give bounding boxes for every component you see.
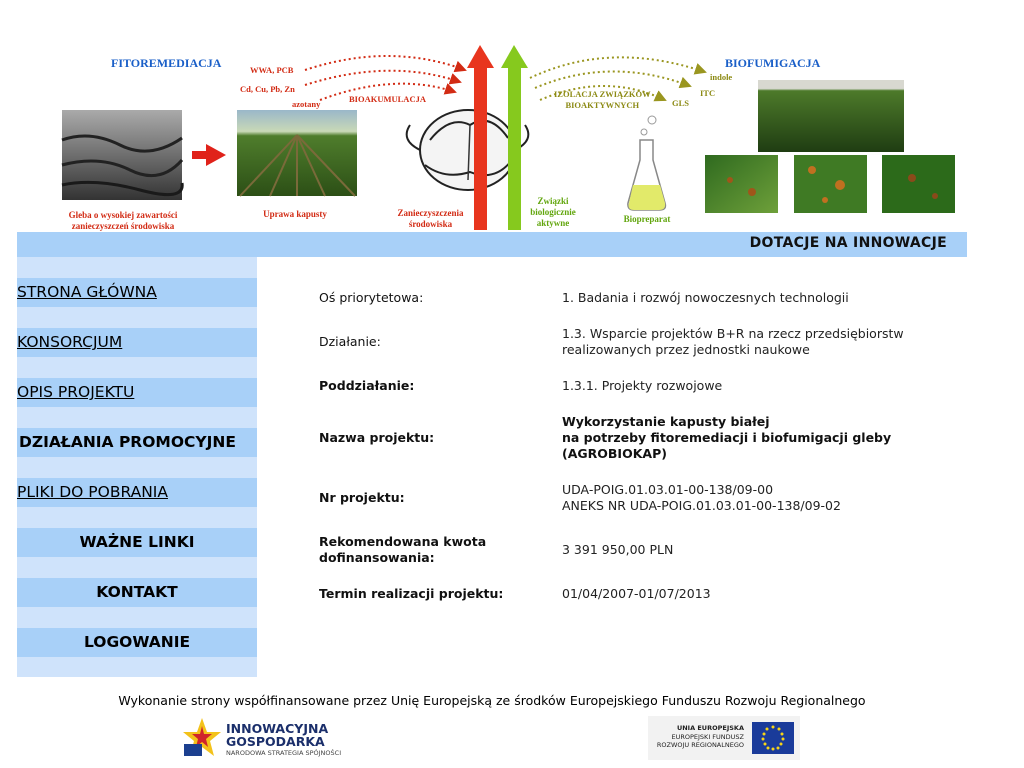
label-wwa-pcb: WWA, PCB [250,65,294,75]
leaf-photo-1 [705,155,778,213]
label-poddzialanie: Poddziałanie: [319,378,415,393]
fitoremediation-heading: FITOREMEDIACJA [111,56,222,70]
label-os-priorytetowa: Oś priorytetowa: [319,290,424,305]
nav-opis-projektu[interactable]: OPIS PROJEKTU [17,378,257,407]
nav-dzialania-promocyjne[interactable]: DZIAŁANIA PROMOCYJNE [17,428,257,457]
caption-soil-line2: zanieczyszczeń środowiska [71,221,175,231]
title-bar-text: DOTACJE NA INNOWACJE [749,235,947,251]
caption-pollutants-line1: Zanieczyszczenia [397,208,464,218]
ig-line2: GOSPODARKA [226,734,325,749]
eu-line3: ROZWOJU REGIONALNEGO [656,741,744,749]
label-kwota [319,534,486,566]
label-bioakumulacja: BIOAKUMULACJA [349,94,426,104]
caption-soil-line1: Gleba o wysokiej zawartości [68,210,178,220]
label-metals: Cd, Cu, Pb, Zn [240,84,295,94]
nav-logowanie[interactable]: LOGOWANIE [17,628,257,657]
label-nr-projektu: Nr projektu: [319,490,405,505]
label-izolacja-line2: BIOAKTYWNYCH [565,100,640,110]
eu-logo [648,716,800,760]
value-nazwa-line2: na potrzeby fitoremediacji i biofumigacji gleby [562,430,892,445]
value-kwota: 3 391 950,00 PLN [562,542,674,557]
value-termin: 01/04/2007-01/07/2013 [562,586,711,601]
title-bar [17,232,967,257]
label-azotany: azotany [292,99,321,109]
label-indole: indole [710,72,733,82]
biofumigation-heading: BIOFUMIGACJA [725,56,821,70]
red-arrow [192,144,226,166]
biofumigation-field-photo [758,80,904,152]
caption-bioactive-line3: aktywne [536,218,570,228]
value-dzialanie-line1: 1.3. Wsparcie projektów B+R na rzecz przedsiębiorstw [562,326,904,341]
value-nazwa-projektu [562,414,891,462]
label-termin: Termin realizacji projektu: [319,586,504,601]
caption-bioactive [521,196,585,229]
caption-pollutants [388,208,473,230]
cabbage-field-photo [237,110,357,196]
label-nazwa-projektu: Nazwa projektu: [319,430,435,445]
nav-strona-glowna[interactable]: STRONA GŁÓWNA [17,278,257,307]
caption-bioactive-line2: biologicznie [530,207,576,217]
label-izolacja [554,89,651,111]
ig-line1: INNOWACYJNA [226,721,329,736]
ig-star-icon [180,714,222,762]
soil-photo [62,110,182,200]
eu-flag-icon [752,722,794,754]
leaf-photo-2 [794,155,867,213]
innowacyjna-gospodarka-logo [180,714,350,762]
value-nr-projektu [562,482,841,514]
flask-illustration [628,116,666,210]
eu-line2: EUROPEJSKI FUNDUSZ [671,733,744,741]
value-nr-line1: UDA-POIG.01.03.01-00-138/09-00 [562,482,774,497]
caption-biopreparat: Biopreparat [623,214,671,224]
value-dzialanie [562,326,904,358]
value-poddzialanie: 1.3.1. Projekty rozwojowe [562,378,723,393]
header-banner [0,0,1024,232]
caption-pollutants-line2: środowiska [408,219,453,229]
caption-bioactive-line1: Związki [537,196,569,206]
ig-line3: NARODOWA STRATEGIA SPÓJNOŚCI [226,749,342,757]
banner-graphics [0,0,1024,232]
sidebar-nav [17,257,257,677]
value-nazwa-line3: (AGROBIOKAP) [562,446,667,461]
caption-cabbage-field: Uprawa kapusty [263,209,327,219]
value-nazwa-line1: Wykorzystanie kapusty białej [562,414,770,429]
label-kwota-line1: Rekomendowana kwota [319,534,487,549]
eu-line1: UNIA EUROPEJSKA [676,724,744,732]
label-itc: ITC [700,88,716,98]
label-dzialanie: Działanie: [319,334,381,349]
label-izolacja-line1: IZOLACJA ZWIĄZKÓW [554,89,651,99]
value-dzialanie-line2: realizowanych przez jednostki naukowe [562,342,810,357]
caption-soil [48,210,198,232]
value-os-priorytetowa: 1. Badania i rozwój nowoczesnych technologii [562,290,849,305]
leaf-photo-3 [882,155,955,213]
nav-konsorcjum[interactable]: KONSORCJUM [17,328,257,357]
label-gls: GLS [672,98,690,108]
nav-pliki-do-pobrania[interactable]: PLIKI DO POBRANIA [17,478,257,507]
label-kwota-line2: dofinansowania: [319,550,435,565]
nav-wazne-linki[interactable]: WAŻNE LINKI [17,528,257,557]
footer-note: Wykonanie strony współfinansowane przez Unię Europejską ze środków Europejskiego Funduszu Rozwoju Regionalnego [118,693,866,708]
value-nr-line2: ANEKS NR UDA-POIG.01.03.01-00-138/09-02 [562,498,841,513]
nav-kontakt[interactable]: KONTAKT [17,578,257,607]
